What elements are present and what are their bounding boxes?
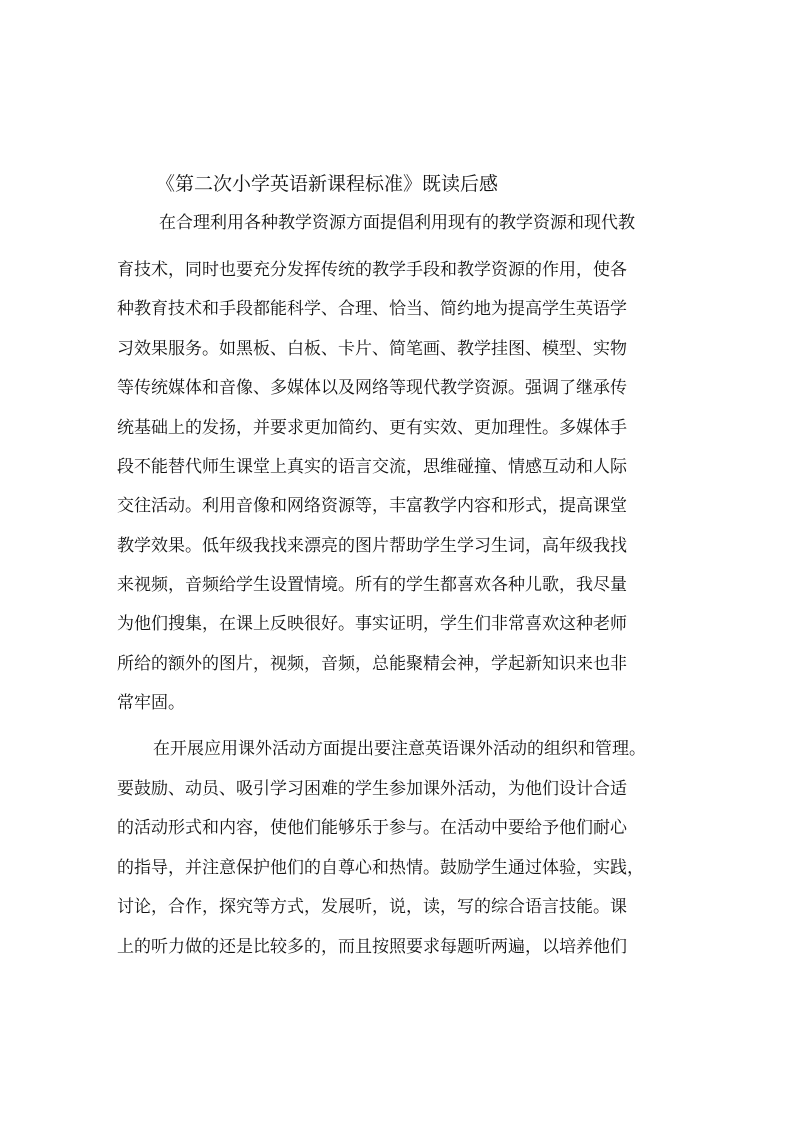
- paragraph-line: 统基础上的发扬，并要求更加简约、更有实效、更加理性。多媒体手: [117, 418, 627, 438]
- paragraph-line: 育技术，同时也要充分发挥传统的教学手段和教学资源的作用，使各: [117, 260, 627, 280]
- paragraph-line: 交往活动。利用音像和网络资源等，丰富教学内容和形式，提高课堂: [117, 496, 627, 516]
- paragraph-line: 教学效果。低年级我找来漂亮的图片帮助学生学习生词，高年级我找: [117, 536, 627, 556]
- paragraph-line: 段不能替代师生课堂上真实的语言交流，思维碰撞、情感互动和人际: [117, 457, 627, 477]
- paragraph-line: 常牢固。: [117, 693, 185, 713]
- paragraph-line: 在合理利用各种教学资源方面提倡利用现有的教学资源和现代教: [159, 213, 635, 233]
- paragraph-line: 的活动形式和内容，使他们能够乐于参与。在活动中要给予他们耐心: [117, 818, 627, 838]
- paragraph-line: 的指导，并注意保护他们的自尊心和热情。鼓励学生通过体验，实践，: [117, 858, 644, 878]
- paragraph-line: 要鼓励、动员、吸引学习困难的学生参加课外活动，为他们设计合适: [117, 779, 627, 799]
- paragraph-line: 在开展应用课外活动方面提出要注意英语课外活动的组织和管理。: [153, 739, 646, 759]
- paragraph-line: 来视频，音频给学生设置情境。所有的学生都喜欢各种儿歌，我尽量: [117, 575, 627, 595]
- paragraph-line: 上的听力做的还是比较多的，而且按照要求每题听两遍，以培养他们: [117, 937, 627, 957]
- paragraph-line: 为他们搜集，在课上反映很好。事实证明，学生们非常喜欢这种老师: [117, 614, 627, 634]
- paragraph-line: 讨论，合作，探究等方式，发展听，说，读，写的综合语言技能。课: [117, 897, 627, 917]
- paragraph-line: 所给的额外的图片，视频，音频，总能聚精会神，学起新知识来也非: [117, 654, 627, 674]
- paragraph-line: 习效果服务。如黑板、白板、卡片、简笔画、教学挂图、模型、实物: [117, 339, 627, 359]
- document-title: 《第二次小学英语新课程标准》既读后感: [156, 173, 499, 195]
- paragraph-line: 种教育技术和手段都能科学、合理、恰当、简约地为提高学生英语学: [117, 299, 627, 319]
- paragraph-line: 等传统媒体和音像、多媒体以及网络等现代教学资源。强调了继承传: [117, 378, 627, 398]
